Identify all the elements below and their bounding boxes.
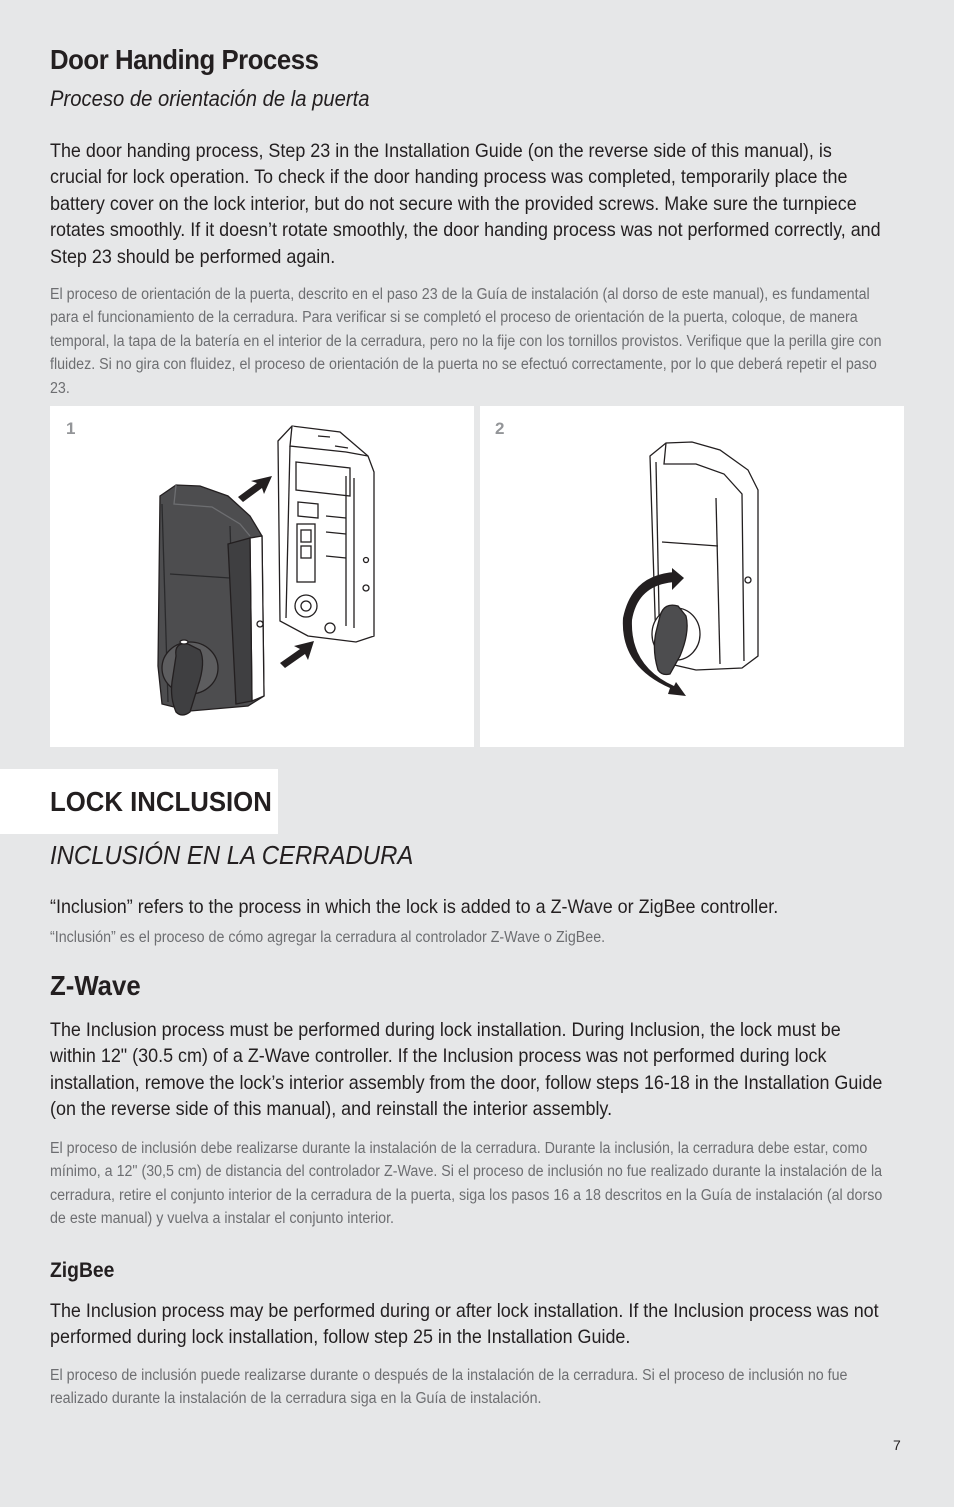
zwave-body-es: El proceso de inclusión debe realizarse durante la instalación de la cerradura. Durante la inclusión, la cerradura debe estar, como mínimo, a 12" (30,5 cm) de distancia del controlador Z-Wave. Si el proceso de inclusión no fue realizado durante la instalación de la cerradura, retire el conjunto interior de la cerradura de la puerta, siga los pasos 16 a 18 descritos en la Guía de instalación (al dorso de este manual) y vuelva a instalar el conjunto interior. xyxy=(50,1140,883,1228)
zigbee-body-es: El proceso de inclusión puede realizarse durante o después de la instalación de la cerradura. Si el proceso de inclusión no fue realizado durante la instalación de la cerradura siga en la Guía de instalación. xyxy=(50,1367,848,1408)
page-number: 7 xyxy=(893,1437,901,1453)
zwave-body-en: The Inclusion process must be performed during lock installation. During Inclusion, the lock must be within 12" (30.5 cm) of a Z-Wave controller. If the Inclusion process was not performed during lock installation, remove the lock’s interior assembly from the door, follow steps 16-18 in the Installation Guide (on the reverse side of this manual), and reinstall the interior assembly. xyxy=(50,1019,883,1121)
section-title-zwave: Z-Wave xyxy=(50,970,141,1001)
figure-2-panel xyxy=(480,406,904,747)
section-subtitle-lock-inclusion: INCLUSIÓN EN LA CERRADURA xyxy=(50,840,414,870)
zigbee-body-en: The Inclusion process may be performed during or after lock installation. If the Inclusion process was not performed during lock installation, follow step 25 in the Installation Guide. xyxy=(50,1300,879,1349)
door-handing-body-es: El proceso de orientación de la puerta, descrito en el paso 23 de la Guía de instalación (al dorso de este manual), es fundamental para el funcionamiento de la cerradura. Para verificar si se completó el proceso de orientación de la puerta, coloque, de manera temporal, la tapa de la batería en el interior de la cerradura, pero no la fije con los tornillos provistos. Verifique que la perilla gire con fluidez. Si no gira con fluidez, el proceso de orientación de la puerta no se efectuó correctamente, por lo que deberá repetir el paso 23. xyxy=(50,286,882,397)
section-subtitle-door-handing: Proceso de orientación de la puerta xyxy=(50,86,370,111)
turnpiece-rotation-illustration xyxy=(480,406,904,747)
door-handing-body-en: The door handing process, Step 23 in the Installation Guide (on the reverse side of this manual), is crucial for lock operation. To check if the door handing process was completed, temporarily place the battery cover on the lock interior, but do not secure with the provided screws. Make sure the turnpiece rotates smoothly. If it doesn’t rotate smoothly, the door handing process was not performed correctly, and Step 23 should be performed again. xyxy=(50,140,881,268)
lock-inclusion-intro-es: “Inclusión” es el proceso de cómo agregar la cerradura al controlador Z-Wave o ZigBee. xyxy=(50,929,606,946)
lock-exterior-and-interior-illustration xyxy=(50,406,474,747)
figure-2-number: 2 xyxy=(495,419,505,438)
section-title-door-handing: Door Handing Process xyxy=(50,44,319,75)
lock-inclusion-intro-en: “Inclusion” refers to the process in which the lock is added to a Z-Wave or ZigBee controller. xyxy=(50,896,779,918)
section-title-zigbee: ZigBee xyxy=(50,1259,115,1282)
section-title-lock-inclusion: LOCK INCLUSION xyxy=(50,786,272,817)
figure-1-panel xyxy=(50,406,474,747)
figure-1-number: 1 xyxy=(66,419,76,438)
